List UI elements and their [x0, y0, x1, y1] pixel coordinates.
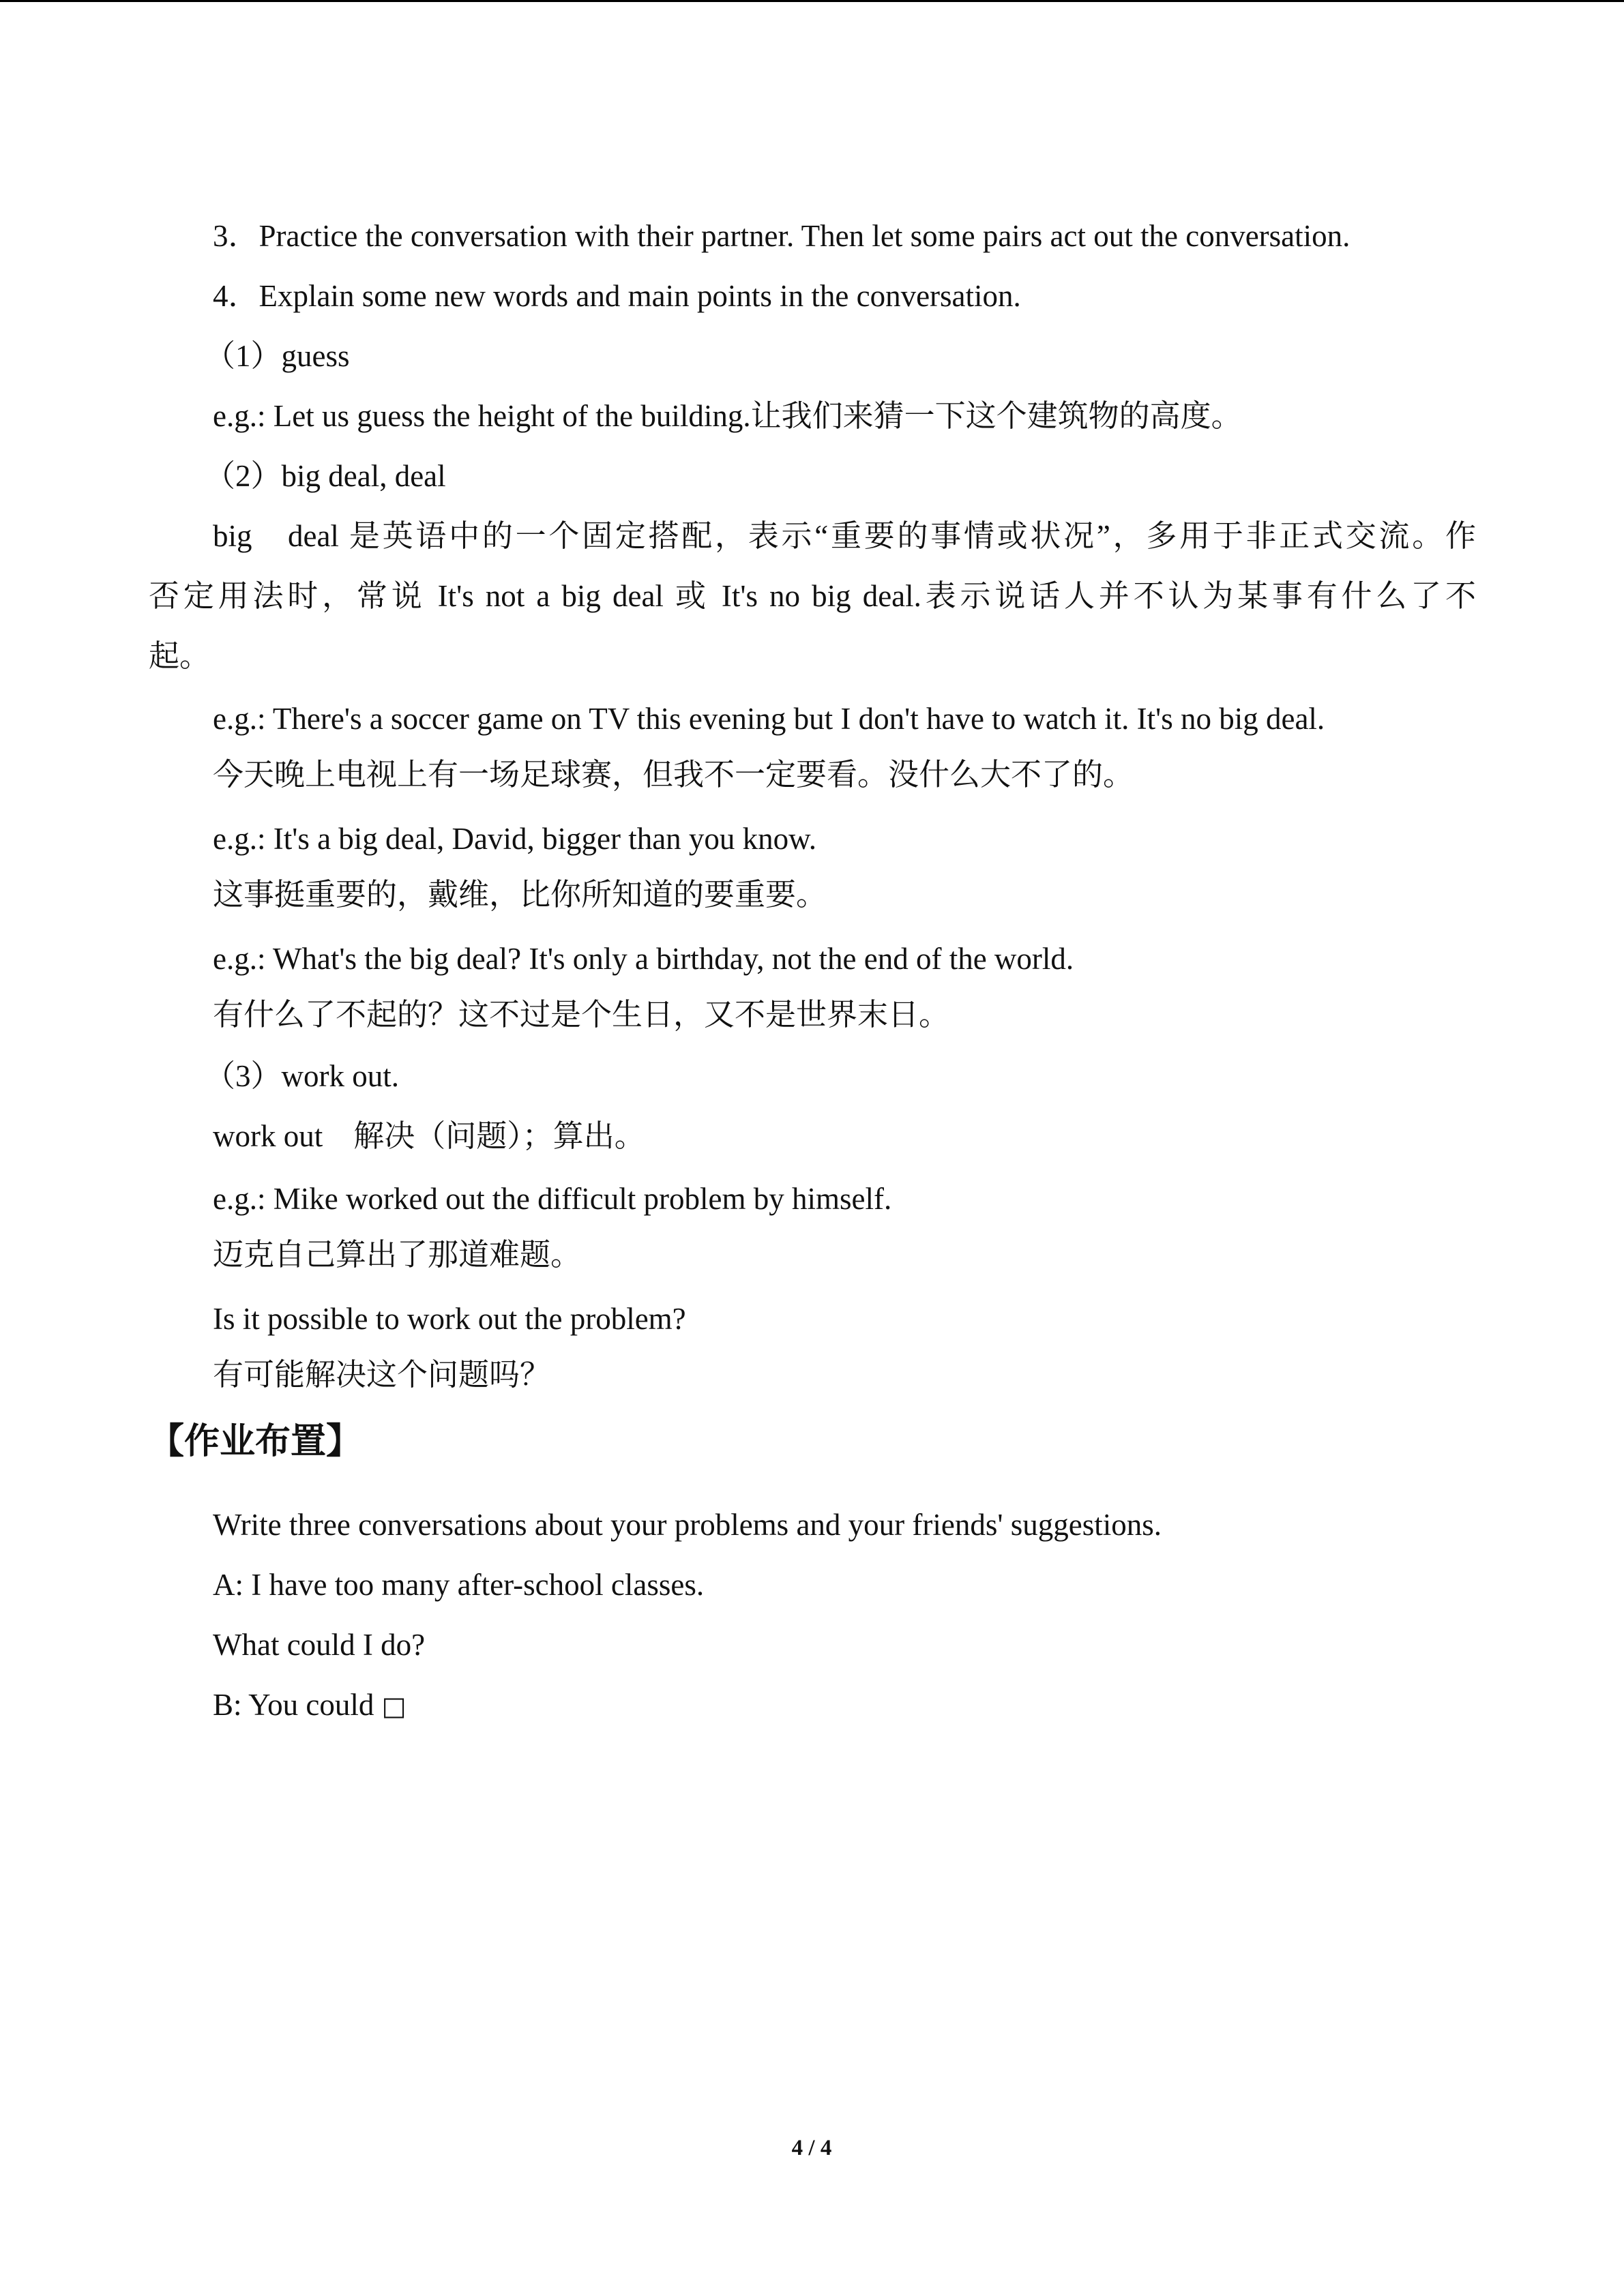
homework-heading: 【作业布置】	[149, 1421, 362, 1462]
step-3-text: 3．Practice the conversation with their partner. Then let some pairs act out the conversation.	[213, 219, 1350, 253]
example-work-out-2: Is it possible to work out the problem?	[213, 1302, 686, 1336]
page-number: 4 / 4	[791, 2136, 832, 2160]
example-guess: e.g.: Let us guess the height of the building.让我们来猜一下这个建筑物的高度。	[213, 399, 1242, 433]
dialogue-a-line-1: A: I have too many after-school classes.	[213, 1568, 705, 1602]
example-big-deal-1-translation: 今天晚上电视上有一场足球赛，但我不一定要看。没什么大不了的。	[213, 758, 1134, 792]
dialogue-b-line	[213, 1684, 406, 1727]
step-4-text: 4．Explain some new words and main points in the conversation.	[213, 279, 1021, 313]
missing-glyph-box: □	[381, 1691, 407, 1721]
work-out-definition: work out 解决（问题）；算出。	[213, 1119, 645, 1153]
big-deal-explanation-line-2: 否定用法时，常说 It's not a big deal 或 It's no big deal.表示说话人并不认为某事有什么了不	[149, 579, 1476, 613]
dialogue-a-line-2: What could I do?	[213, 1628, 426, 1662]
page-top-border	[0, 0, 1624, 2]
example-work-out-1-translation: 迈克自己算出了那道难题。	[213, 1238, 582, 1272]
homework-task: Write three conversations about your problems and your friends' suggestions.	[213, 1508, 1162, 1542]
example-work-out-2-translation: 有可能解决这个问题吗？	[213, 1358, 551, 1392]
example-big-deal-1: e.g.: There's a soccer game on TV this evening but I don't have to watch it. It's no big deal.	[213, 702, 1325, 736]
dialogue-b-text: B: You could	[213, 1688, 374, 1722]
example-big-deal-2: e.g.: It's a big deal, David, bigger than you know.	[213, 822, 816, 856]
example-big-deal-3-translation: 有什么了不起的？这不过是个生日，又不是世界末日。	[213, 998, 950, 1032]
big-deal-explanation-line-1: big deal 是英语中的一个固定搭配，表示“重要的事情或状况”，多用于非正式交流。作	[213, 519, 1476, 553]
example-big-deal-3: e.g.: What's the big deal? It's only a birthday, not the end of the world.	[213, 942, 1074, 976]
big-deal-explanation-line-3: 起。	[149, 639, 211, 673]
subheading-work-out: （3）work out.	[205, 1059, 399, 1093]
subheading-guess: （1）guess	[205, 339, 350, 373]
example-big-deal-2-translation: 这事挺重要的，戴维，比你所知道的要重要。	[213, 878, 827, 912]
subheading-big-deal: （2）big deal, deal	[205, 459, 446, 493]
example-work-out-1: e.g.: Mike worked out the difficult problem by himself.	[213, 1182, 892, 1216]
